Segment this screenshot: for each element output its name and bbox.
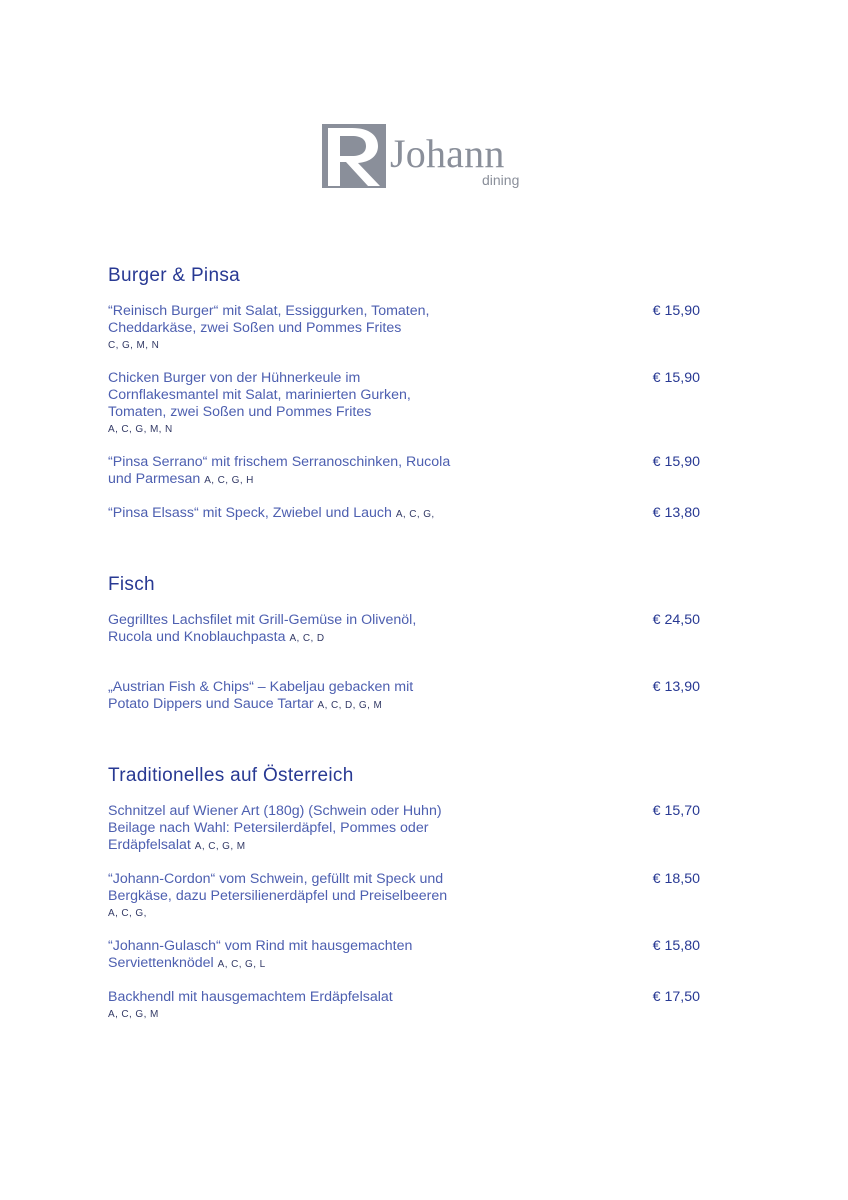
item-description xyxy=(108,303,508,354)
item-line: Schnitzel auf Wiener Art (180g) (Schwein oder Huhn) xyxy=(108,803,442,819)
item-line: Erdäpfelsalat xyxy=(108,837,191,853)
item-allergens: A, C, D xyxy=(289,633,325,644)
item-line: Beilage nach Wahl: Petersilerdäpfel, Pommes oder xyxy=(108,820,429,836)
menu-item xyxy=(108,454,708,489)
item-line: Chicken Burger von der Hühnerkeule im xyxy=(108,370,361,386)
menu-item xyxy=(108,989,708,1023)
item-line: Backhendl mit hausgemachtem Erdäpfelsalat xyxy=(108,989,393,1005)
item-description xyxy=(108,370,508,438)
item-price: € 15,70 xyxy=(652,803,700,819)
item-line: Serviettenknödel xyxy=(108,955,214,971)
item-line: Rucola und Knoblauchpasta xyxy=(108,629,286,645)
section-fisch xyxy=(108,574,708,730)
item-line: und Parmesan xyxy=(108,471,201,487)
item-price: € 24,50 xyxy=(652,612,700,628)
item-description xyxy=(108,938,508,973)
menu-item xyxy=(108,679,708,714)
item-allergens: A, C, G, xyxy=(108,908,147,919)
menu-item xyxy=(108,871,708,922)
item-line: Cheddarkäse, zwei Soßen und Pommes Frites xyxy=(108,320,402,336)
item-allergens: C, G, M, N xyxy=(108,340,160,351)
item-description xyxy=(108,612,508,647)
item-description xyxy=(108,454,508,489)
item-price: € 15,80 xyxy=(652,938,700,954)
item-description xyxy=(108,679,508,714)
item-description xyxy=(108,803,508,855)
item-description xyxy=(108,505,508,523)
item-line: Gegrilltes Lachsfilet mit Grill-Gemüse in Olivenöl, xyxy=(108,612,417,628)
item-price: € 15,90 xyxy=(652,370,700,386)
item-price: € 18,50 xyxy=(652,871,700,887)
item-price: € 15,90 xyxy=(652,454,700,470)
item-allergens: A, C, D, G, M xyxy=(317,700,383,711)
item-line: „Austrian Fish & Chips“ – Kabeljau gebacken mit xyxy=(108,679,414,695)
section-traditionelles xyxy=(108,765,708,1039)
logo-r-icon xyxy=(322,124,386,188)
item-allergens: A, C, G, L xyxy=(217,959,266,970)
item-description xyxy=(108,989,508,1023)
section-burger-pinsa xyxy=(108,265,708,539)
logo-name: Johann xyxy=(390,131,505,176)
section-title: Burger & Pinsa xyxy=(108,265,240,286)
menu-item xyxy=(108,370,708,438)
brand-logo xyxy=(322,122,532,192)
item-price: € 15,90 xyxy=(652,303,700,319)
logo-mark xyxy=(322,124,386,188)
item-line: “Johann-Gulasch“ vom Rind mit hausgemachten xyxy=(108,938,413,954)
item-allergens: A, C, G, M, N xyxy=(108,424,173,435)
menu-item xyxy=(108,803,708,855)
menu-item xyxy=(108,303,708,354)
item-line: Bergkäse, dazu Petersilienerdäpfel und Preiselbeeren xyxy=(108,888,448,904)
item-price: € 13,80 xyxy=(652,505,700,521)
logo-subtitle: dining xyxy=(482,172,520,188)
item-line: “Johann-Cordon“ vom Schwein, gefüllt mit Speck und xyxy=(108,871,444,887)
menu-item xyxy=(108,505,708,523)
item-line: “Reinisch Burger“ mit Salat, Essiggurken, Tomaten, xyxy=(108,303,430,319)
item-allergens: A, C, G, xyxy=(395,509,435,520)
item-line: Tomaten, zwei Soßen und Pommes Frites xyxy=(108,404,372,420)
item-allergens: A, C, G, M xyxy=(108,1009,159,1020)
menu-item xyxy=(108,938,708,973)
item-description xyxy=(108,871,508,922)
item-line: Cornflakesmantel mit Salat, marinierten Gurken, xyxy=(108,387,411,403)
item-allergens: A, C, G, H xyxy=(204,475,254,486)
item-allergens: A, C, G, M xyxy=(194,841,246,852)
menu-item xyxy=(108,612,708,647)
section-title: Traditionelles auf Österreich xyxy=(108,765,354,786)
item-price: € 13,90 xyxy=(652,679,700,695)
section-title: Fisch xyxy=(108,574,155,595)
item-price: € 17,50 xyxy=(652,989,700,1005)
item-line: “Pinsa Serrano“ mit frischem Serranoschinken, Rucola xyxy=(108,454,451,470)
item-line: Potato Dippers und Sauce Tartar xyxy=(108,696,314,712)
item-line: “Pinsa Elsass“ mit Speck, Zwiebel und Lauch xyxy=(108,505,392,521)
